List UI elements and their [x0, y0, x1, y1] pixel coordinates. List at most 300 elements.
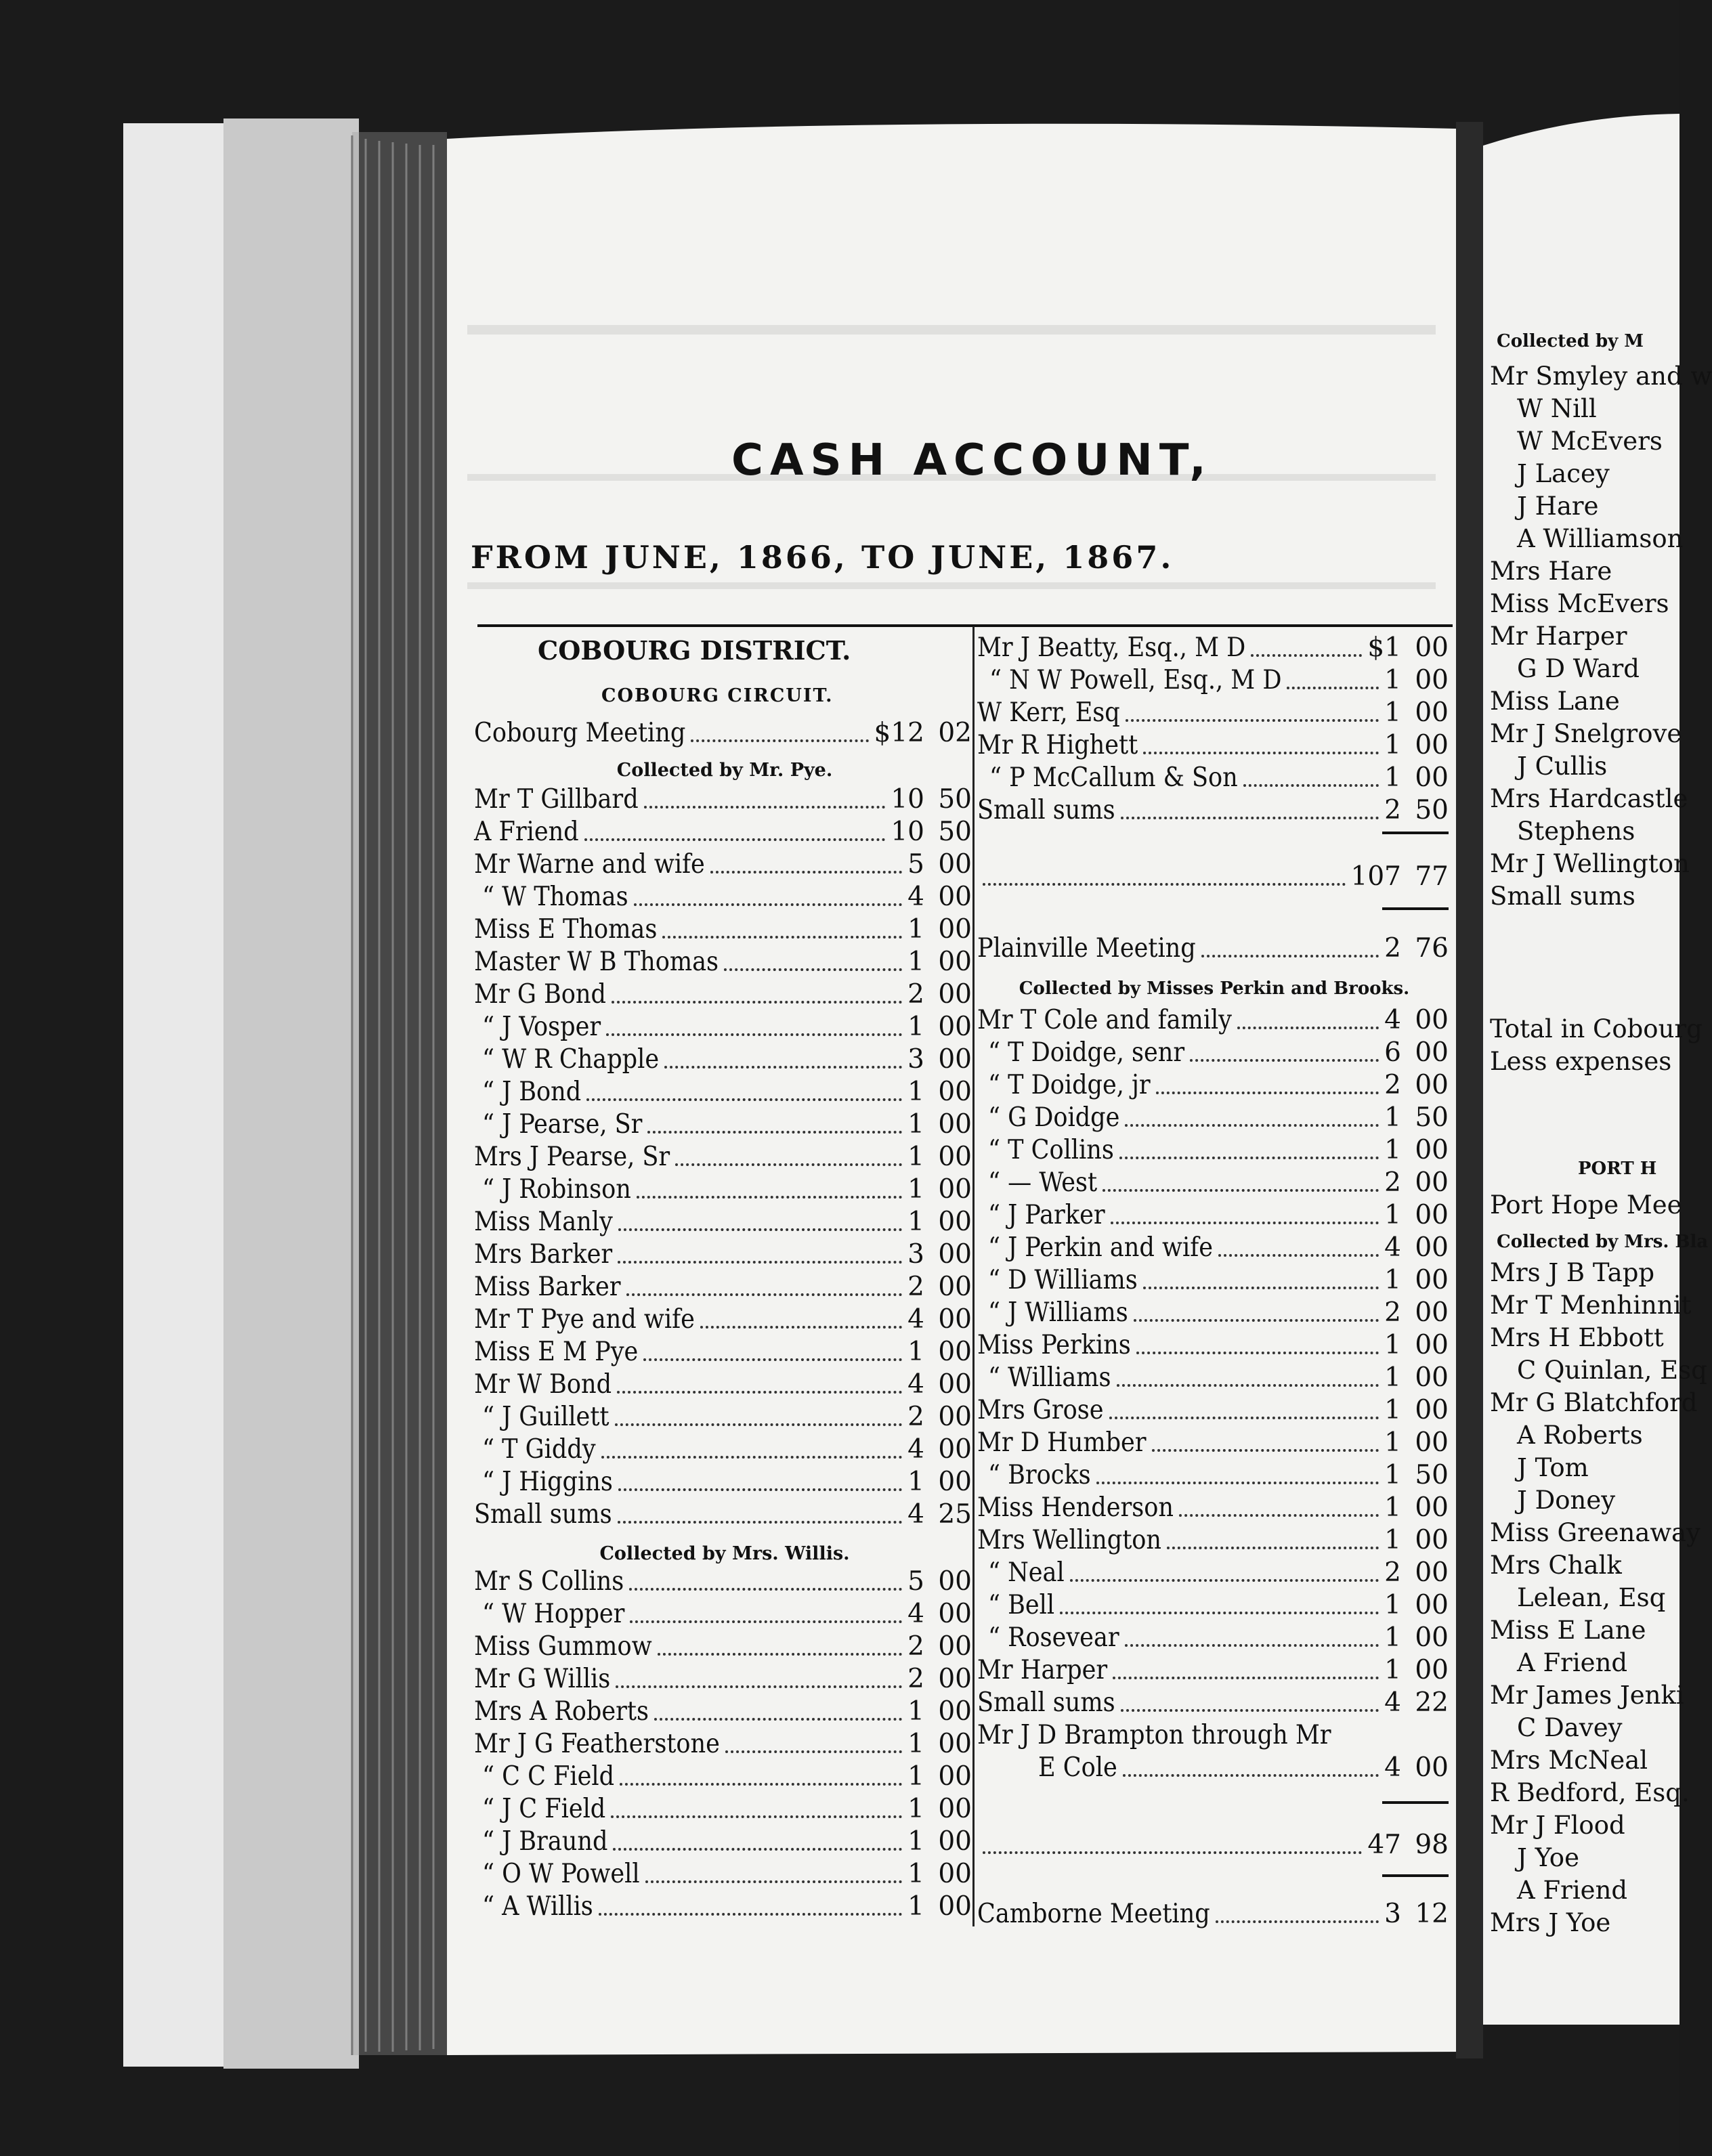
- ledger-row: [474, 1794, 972, 1825]
- amount-cents: 00: [938, 1664, 972, 1694]
- ledger-name: “ Bell: [988, 1590, 1055, 1620]
- right-page-line: A Roberts: [1517, 1421, 1643, 1450]
- amount-dollars: 1: [907, 1109, 924, 1140]
- right-page-line: Lelean, Esq: [1517, 1583, 1666, 1612]
- ledger-row: [474, 1207, 972, 1238]
- ledger-row: [977, 1005, 1449, 1036]
- amount-cents: 00: [938, 1044, 972, 1075]
- ledger-row: [474, 1696, 972, 1727]
- amount-cents: 76: [1415, 933, 1449, 964]
- dot-leader: [1096, 1478, 1379, 1484]
- dot-leader: [618, 1224, 902, 1231]
- ledger-name: “ Brocks: [988, 1460, 1091, 1490]
- dot-leader: [1251, 650, 1362, 657]
- ledger-row: [977, 861, 1449, 892]
- ledger-name: “ A Willis: [482, 1891, 593, 1922]
- ledger-name: “ W Thomas: [482, 882, 628, 912]
- dot-leader: [629, 1584, 902, 1591]
- dot-leader: [647, 1127, 902, 1134]
- amount-cents: 00: [1415, 730, 1449, 760]
- right-page-line: Mr G Blatchford: [1490, 1388, 1698, 1417]
- amount-dollars: 5: [907, 849, 924, 880]
- amount-cents: 00: [1415, 1362, 1449, 1393]
- amount-cents: 00: [938, 1174, 972, 1205]
- amount-cents: 00: [938, 1272, 972, 1302]
- ledger-row: [474, 1729, 972, 1760]
- right-page-line: A Friend: [1517, 1876, 1628, 1905]
- ledger-name: Mrs Wellington: [977, 1525, 1162, 1555]
- ledger-name: “ J Higgins: [482, 1467, 613, 1497]
- amount-cents: 00: [938, 1304, 972, 1335]
- ledger-name: “ Neal: [988, 1557, 1065, 1588]
- ledger-row: [977, 1135, 1449, 1166]
- dot-leader: [1125, 1640, 1379, 1647]
- dot-leader: [654, 1714, 902, 1721]
- ledger-row: [977, 1899, 1449, 1930]
- ledger-name: Camborne Meeting: [977, 1899, 1210, 1929]
- amount-cents: 00: [938, 1696, 972, 1727]
- amount-dollars: 2: [1384, 1297, 1401, 1328]
- amount-cents: 00: [938, 882, 972, 912]
- dot-leader: [1201, 951, 1379, 957]
- page-title: CASH ACCOUNT,: [731, 435, 1213, 486]
- right-page-line: J Yoe: [1517, 1843, 1579, 1872]
- dot-leader: [1119, 1152, 1379, 1159]
- amount-cents: 00: [1415, 632, 1449, 663]
- right-page-line: Mr J Flood: [1490, 1811, 1625, 1840]
- amount-dollars: 1: [907, 1207, 924, 1237]
- amount-cents: 00: [1415, 1200, 1449, 1230]
- ledger-row: [977, 1232, 1449, 1264]
- dot-leader: [724, 964, 902, 971]
- dot-leader: [618, 1484, 902, 1491]
- amount-cents: 00: [938, 1109, 972, 1140]
- right-page-line: Mrs J Yoe: [1490, 1908, 1611, 1937]
- amount-cents: 00: [1415, 1395, 1449, 1425]
- amount-cents: 00: [1415, 1232, 1449, 1263]
- amount-dollars: $12: [874, 718, 924, 748]
- ledger-row: [977, 1362, 1449, 1394]
- ledger-name: Mr R Highett: [977, 730, 1138, 760]
- amount-dollars: 1: [907, 1077, 924, 1107]
- ledger-row: [977, 1200, 1449, 1231]
- ledger-row: [977, 1590, 1449, 1621]
- ledger-row: [977, 1330, 1449, 1361]
- right-page-line: Mrs H Ebbott: [1490, 1323, 1664, 1352]
- ledger-name: Miss E Thomas: [474, 914, 658, 945]
- amount-dollars: 4: [1384, 1687, 1401, 1718]
- dot-leader: [584, 834, 885, 841]
- dot-leader: [1216, 1916, 1379, 1923]
- right-page-line: A Williamson: [1517, 524, 1684, 553]
- ledger-name: “ C C Field: [482, 1761, 615, 1792]
- ledger-name: “ J Guillett: [482, 1402, 609, 1432]
- ledger-row: [977, 730, 1449, 761]
- ledger-row: [474, 1499, 972, 1530]
- ledger-row: [474, 882, 972, 913]
- ledger-name: “ T Giddy: [482, 1434, 596, 1465]
- ledger-row: [474, 947, 972, 978]
- dot-leader: [1060, 1608, 1379, 1614]
- ledger-name: Mr W Bond: [474, 1369, 612, 1400]
- ledger-row: [977, 1265, 1449, 1296]
- amount-cents: 00: [1415, 1005, 1449, 1035]
- amount-cents: 00: [938, 979, 972, 1010]
- dot-leader: [1243, 780, 1379, 787]
- ledger-row: [977, 1622, 1449, 1654]
- amount-cents: 00: [938, 1566, 972, 1597]
- right-page-line: J Tom: [1517, 1453, 1589, 1482]
- ledger-name: “ J Parker: [988, 1200, 1105, 1230]
- amount-dollars: 1: [907, 914, 924, 945]
- amount-dollars: 1: [1384, 1492, 1401, 1523]
- ledger-row: [474, 1467, 972, 1498]
- amount-dollars: 6: [1384, 1037, 1401, 1068]
- dot-leader: [618, 1517, 902, 1524]
- ledger-name: Mr G Willis: [474, 1664, 611, 1694]
- amount-dollars: 1: [907, 1142, 924, 1172]
- ledger-row: [474, 1077, 972, 1108]
- dot-leader: [1134, 1315, 1379, 1322]
- ledger-row: [474, 1142, 972, 1173]
- amount-dollars: 1: [1384, 1525, 1401, 1555]
- amount-dollars: 4: [907, 1304, 924, 1335]
- middle-column: [977, 630, 1451, 1943]
- amount-dollars: 2: [907, 979, 924, 1010]
- circuit-heading: COBOURG CIRCUIT.: [601, 685, 834, 706]
- amount-dollars: 2: [907, 1402, 924, 1432]
- right-page-line: Miss Greenaway: [1490, 1518, 1701, 1547]
- amount-dollars: 5: [907, 1566, 924, 1597]
- amount-dollars: 1: [1384, 1265, 1401, 1295]
- right-page-line: Mrs McNeal: [1490, 1746, 1648, 1775]
- ledger-name: “ O W Powell: [482, 1859, 640, 1889]
- dot-leader: [662, 932, 902, 939]
- amount-cents: 00: [1415, 762, 1449, 793]
- amount-cents: 00: [938, 849, 972, 880]
- ledger-row: [977, 1167, 1449, 1199]
- amount-cents: 50: [1415, 1460, 1449, 1490]
- ledger-name: A Friend: [474, 817, 579, 847]
- amount-cents: 00: [1415, 665, 1449, 695]
- ledger-row: [977, 762, 1449, 794]
- ledger-name: Mr Harper: [977, 1655, 1108, 1685]
- ledger-row: [474, 1599, 972, 1630]
- dot-leader: [710, 867, 902, 874]
- amount-dollars: 2: [907, 1631, 924, 1662]
- dot-leader: [1167, 1543, 1379, 1549]
- amount-cents: 00: [938, 1207, 972, 1237]
- amount-dollars: 1: [907, 1859, 924, 1889]
- ledger-row: [474, 1664, 972, 1695]
- ledger-name: “ T Collins: [988, 1135, 1114, 1165]
- right-page-line: Collected by Mrs. Bla: [1497, 1232, 1709, 1252]
- amount-dollars: 1: [1384, 1590, 1401, 1620]
- amount-cents: 12: [1415, 1899, 1449, 1929]
- ledger-row: [474, 1304, 972, 1335]
- ledger-name: Miss Henderson: [977, 1492, 1174, 1523]
- ledger-row: [977, 1655, 1449, 1686]
- dot-leader: [1113, 1673, 1379, 1679]
- amount-dollars: 3: [907, 1239, 924, 1270]
- dot-leader: [675, 1159, 902, 1166]
- right-page-line: Miss E Lane: [1490, 1616, 1646, 1645]
- ledger-row: [474, 1044, 972, 1075]
- amount-dollars: 107: [1350, 861, 1401, 892]
- right-page-line: J Hare: [1517, 492, 1599, 521]
- right-page-line: A Friend: [1517, 1648, 1628, 1677]
- dot-leader: [616, 1681, 902, 1688]
- dot-leader: [643, 1354, 902, 1361]
- amount-dollars: 1: [1384, 1460, 1401, 1490]
- ledger-name: Mr J G Featherstone: [474, 1729, 720, 1759]
- dot-leader: [586, 1094, 902, 1101]
- ledger-row: [977, 697, 1449, 729]
- amount-dollars: 1: [907, 947, 924, 977]
- collected-by-heading: Collected by Mr. Pye.: [616, 760, 833, 781]
- ledger-row: [977, 1427, 1449, 1459]
- ledger-row: [474, 1434, 972, 1465]
- dot-leader: [1287, 683, 1379, 689]
- dot-leader: [1190, 1055, 1379, 1062]
- ledger-row: [474, 1174, 972, 1205]
- ledger-name: Mr T Cole and family: [977, 1005, 1233, 1035]
- ledger-row: [474, 1826, 972, 1857]
- dot-leader: [645, 1876, 902, 1883]
- dot-leader: [983, 1847, 1362, 1854]
- ledger-row: [977, 665, 1449, 696]
- right-page: [1490, 325, 1712, 1937]
- ledger-row: [474, 1369, 972, 1400]
- ledger-row: [977, 933, 1449, 964]
- ledger-name: Mr J Beatty, Esq., M D: [977, 632, 1246, 663]
- amount-dollars: 1: [1384, 730, 1401, 760]
- amount-cents: 00: [1415, 1557, 1449, 1588]
- dot-leader: [691, 735, 869, 742]
- dot-leader: [637, 1192, 902, 1199]
- ledger-name: “ — West: [988, 1167, 1098, 1198]
- amount-cents: 98: [1415, 1830, 1449, 1860]
- amount-dollars: 1: [907, 1337, 924, 1367]
- right-page-line: Mrs Chalk: [1490, 1551, 1622, 1580]
- amount-cents: 00: [1415, 1297, 1449, 1328]
- dot-leader: [634, 899, 902, 906]
- ledger-row: [474, 1631, 972, 1662]
- dot-leader: [1123, 1770, 1379, 1777]
- ledger-name: Mr T Pye and wife: [474, 1304, 695, 1335]
- amount-cents: 00: [1415, 1330, 1449, 1360]
- right-page-line: Mr J Snelgrove: [1490, 719, 1682, 748]
- dot-leader: [1125, 1120, 1379, 1127]
- ledger-row: [474, 1012, 972, 1043]
- amount-dollars: 3: [1384, 1899, 1401, 1929]
- amount-dollars: 1: [907, 1729, 924, 1759]
- amount-cents: 00: [1415, 1525, 1449, 1555]
- ledger-row: [977, 1557, 1449, 1589]
- ledger-row: [977, 1830, 1449, 1861]
- ledger-name: Cobourg Meeting: [474, 718, 686, 748]
- amount-cents: 00: [1415, 1492, 1449, 1523]
- amount-dollars: 4: [1384, 1752, 1401, 1783]
- ledger-row: [474, 1272, 972, 1303]
- amount-dollars: 1: [907, 1826, 924, 1857]
- ledger-name: Master W B Thomas: [474, 947, 719, 977]
- ledger-row: [474, 1761, 972, 1792]
- ledger-name: Miss Manly: [474, 1207, 613, 1237]
- amount-dollars: 2: [907, 1664, 924, 1694]
- right-page-line: PORT H: [1578, 1159, 1657, 1179]
- ledger-name: Mrs J Pearse, Sr: [474, 1142, 670, 1172]
- amount-cents: 00: [1415, 1590, 1449, 1620]
- amount-cents: 00: [938, 1012, 972, 1042]
- ledger-row: [977, 1492, 1449, 1524]
- amount-cents: 00: [938, 1402, 972, 1432]
- ledger-name: “ J C Field: [482, 1794, 606, 1824]
- ledger-row: [977, 1752, 1449, 1784]
- ledger-name: Small sums: [977, 795, 1115, 825]
- amount-cents: 00: [1415, 1070, 1449, 1100]
- amount-dollars: 1: [1384, 1395, 1401, 1425]
- right-page-line: Port Hope Mee: [1490, 1190, 1682, 1220]
- amount-dollars: 1: [1384, 1330, 1401, 1360]
- dot-leader: [1143, 1282, 1379, 1289]
- ledger-name: “ D Williams: [988, 1265, 1138, 1295]
- right-page-line: Mr J Wellington: [1490, 849, 1690, 878]
- amount-dollars: 2: [907, 1272, 924, 1302]
- amount-cents: 00: [938, 1891, 972, 1922]
- amount-dollars: 2: [1384, 795, 1401, 825]
- dot-leader: [1126, 715, 1379, 722]
- amount-cents: 00: [938, 1631, 972, 1662]
- dot-leader: [700, 1322, 902, 1329]
- amount-cents: 00: [938, 1826, 972, 1857]
- ledger-name: “ J Bond: [482, 1077, 582, 1107]
- amount-dollars: 2: [1384, 933, 1401, 964]
- amount-dollars: 1: [907, 1794, 924, 1824]
- ledger-name: W Kerr, Esq: [977, 697, 1120, 728]
- ledger-row: [977, 1395, 1449, 1426]
- ledger-name: Mrs A Roberts: [474, 1696, 649, 1727]
- dot-leader: [618, 1257, 902, 1264]
- ledger-row: [977, 632, 1449, 664]
- amount-dollars: $1: [1367, 632, 1401, 663]
- page-subtitle: FROM JUNE, 1866, TO JUNE, 1867.: [471, 539, 1174, 576]
- ledger-row: [474, 914, 972, 945]
- amount-cents: 00: [1415, 1655, 1449, 1685]
- amount-cents: 00: [1415, 1265, 1449, 1295]
- ledger-name: Mr G Bond: [474, 979, 606, 1010]
- dot-leader: [606, 1029, 902, 1036]
- amount-cents: 00: [938, 1794, 972, 1824]
- amount-cents: 00: [1415, 1752, 1449, 1783]
- amount-dollars: 4: [1384, 1232, 1401, 1263]
- amount-dollars: 1: [1384, 1200, 1401, 1230]
- right-page-line: C Davey: [1517, 1713, 1623, 1742]
- ledger-row: [474, 1859, 972, 1890]
- sum-rule: [1382, 1874, 1449, 1877]
- dot-leader: [644, 802, 885, 808]
- dot-leader: [664, 1062, 902, 1069]
- dot-leader: [1070, 1575, 1379, 1582]
- dot-leader: [599, 1909, 902, 1916]
- right-page-line: Mr T Menhinnit: [1490, 1291, 1692, 1320]
- ledger-row: [474, 1891, 972, 1922]
- amount-dollars: 4: [907, 1499, 924, 1530]
- amount-dollars: 4: [1384, 1005, 1401, 1035]
- dot-leader: [611, 1811, 902, 1818]
- ledger-name: “ J Williams: [988, 1297, 1128, 1328]
- ledger-row: [474, 817, 972, 848]
- ledger-row: [977, 1070, 1449, 1101]
- ledger-name: “ G Doidge: [988, 1102, 1120, 1133]
- amount-dollars: 1: [907, 1174, 924, 1205]
- amount-cents: 00: [938, 914, 972, 945]
- ledger-name: “ T Doidge, jr: [988, 1070, 1151, 1100]
- dot-leader: [1111, 1217, 1379, 1224]
- ledger-row: [474, 1239, 972, 1270]
- ledger-name: Miss Barker: [474, 1272, 621, 1302]
- amount-cents: 00: [938, 1239, 972, 1270]
- amount-cents: 50: [938, 817, 972, 847]
- amount-cents: 50: [1415, 1102, 1449, 1133]
- ledger-row: [474, 1109, 972, 1140]
- collected-by-heading: Collected by Misses Perkin and Brooks.: [1019, 978, 1410, 999]
- amount-dollars: 3: [907, 1044, 924, 1075]
- dot-leader: [725, 1746, 902, 1753]
- amount-cents: 00: [938, 1142, 972, 1172]
- ledger-row: [977, 1687, 1449, 1719]
- right-page-line: Mrs Hare: [1490, 557, 1612, 586]
- ledger-name: “ J Vosper: [482, 1012, 601, 1042]
- dot-leader: [1136, 1348, 1379, 1354]
- amount-cents: 00: [938, 1599, 972, 1629]
- ledger-name: Mr D Humber: [977, 1427, 1147, 1458]
- dot-leader: [1237, 1022, 1379, 1029]
- amount-cents: 50: [938, 784, 972, 815]
- ledger-row: [977, 795, 1449, 826]
- amount-dollars: 4: [907, 1369, 924, 1400]
- ledger-row: [977, 1297, 1449, 1329]
- dot-leader: [1156, 1087, 1379, 1094]
- ledger-row: [474, 718, 972, 749]
- ledger-name: “ W Hopper: [482, 1599, 625, 1629]
- dot-leader: [613, 1844, 902, 1851]
- amount-cents: 00: [1415, 697, 1449, 728]
- right-page-line: Miss Lane: [1490, 687, 1620, 716]
- ledger-row: [474, 784, 972, 815]
- amount-cents: 00: [1415, 1622, 1449, 1653]
- ledger-name: “ J Braund: [482, 1826, 608, 1857]
- amount-dollars: 1: [1384, 762, 1401, 793]
- dot-leader: [617, 1387, 902, 1394]
- ledger-name: Miss E M Pye: [474, 1337, 639, 1367]
- amount-cents: 00: [938, 1337, 972, 1367]
- amount-cents: 22: [1415, 1687, 1449, 1718]
- ledger-row: [977, 1037, 1449, 1069]
- amount-cents: 50: [1415, 795, 1449, 825]
- amount-dollars: 1: [1384, 1362, 1401, 1393]
- dot-leader: [626, 1289, 902, 1296]
- dot-leader: [1218, 1250, 1379, 1257]
- dot-leader: [1117, 1380, 1379, 1387]
- amount-cents: 00: [938, 1434, 972, 1465]
- amount-dollars: 1: [907, 1761, 924, 1792]
- ledger-row: [977, 1720, 1449, 1751]
- sum-rule: [1382, 1801, 1449, 1804]
- ledger-name: “ W R Chapple: [482, 1044, 660, 1075]
- ledger-name: Small sums: [977, 1687, 1115, 1718]
- amount-dollars: 1: [1384, 665, 1401, 695]
